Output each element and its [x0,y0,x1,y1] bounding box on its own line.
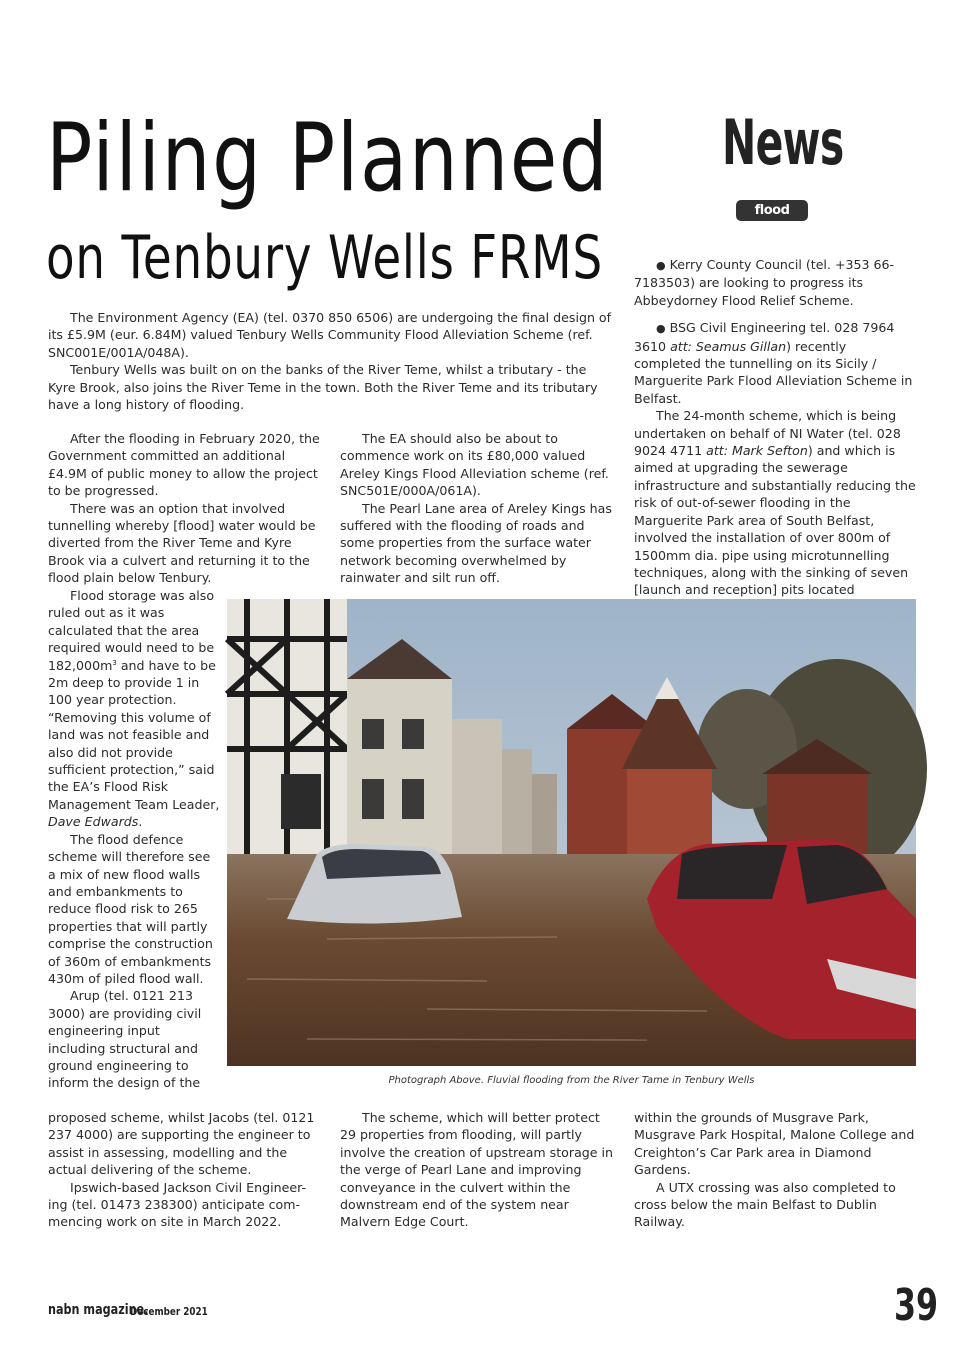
intro-paragraph: Tenbury Wells was built on on the banks of the River Teme, whilst a tributary - the Kyre Brook, also joins the River Teme in the town. Both the River Teme and its tributary have a long history of flooding. [48,362,598,413]
body-paragraph: The EA should also be about to commence work on its £80,000 valued Areley Kings Flood Alleviation scheme (ref. SNC501E/000A/061A). [340,431,609,499]
body-paragraph: Flood storage was also ruled out as it was calculated that the area required would need to be $182,000m^3$ and have to be 2m deep to provide 1 in 100 year protection. “Removing this volume of land was not feasible and also did not provide sufficient protection,” said the EA’s Flood Risk Management Team Leader, Dave Edwards. [48,588,220,830]
bottom-column-1-text [48,1109,320,1231]
section-name: News [722,106,844,179]
flood-photo [227,599,916,1066]
page-number: 39 [894,1280,939,1331]
narrow-column-text [48,587,220,1092]
bullet-dot-icon: ● [656,259,666,272]
intro-text [48,309,614,413]
body-paragraph: After the flooding in February 2020, the Government committed an additional £4.9M of public money to allow the project to be progressed. [48,431,320,499]
body-paragraph: Ipswich-based Jackson Civil Engineer-ing (tel. 01473 238300) anticipate com-mencing work on site in March 2022. [48,1179,307,1230]
body-paragraph: The scheme, which will better protect 29 properties from flooding, will partly involve the creation of upstream storage in the verge of Pearl Lane and improving conveyance in the culvert within the downstream end of the system near Malvern Edge Court. [340,1110,614,1230]
column-3-text [634,256,916,598]
bullet-paragraph: ● BSG Civil Engineering tel. 028 7964 3610 att: Seamus Gillan) recently completed the tunnelling on its Sicily / Marguerite Park Flood Alleviation Scheme in Belfast. [634,320,913,406]
footer-issue-date: December 2021 [130,1305,208,1318]
column-1-text [48,430,320,587]
body-paragraph: Arup (tel. 0121 213 3000) are providing civil engineering input including structural and ground engineering to inform the design of the [48,988,202,1091]
body-paragraph: A UTX crossing was also completed to cross below the main Belfast to Dublin Railway. [634,1179,896,1230]
bottom-column-3-text [634,1109,916,1231]
body-paragraph: There was an option that involved tunnelling whereby [flood] water would be diverted from the River Teme and Kyre Brook via a culvert and returning it to the flood plain below Tenbury. [48,500,316,586]
bullet-paragraph: ● Kerry County Council (tel. +353 66-7183503) are looking to progress its Abbeydorney Flood Relief Scheme. [634,257,895,308]
intro-paragraph: The Environment Agency (EA) (tel. 0370 850 6506) are undergoing the final design of its £5.9M (eur. 6.84M) valued Tenbury Wells Community Flood Alleviation Scheme (ref. SNC001E/001A/048A). [48,310,612,360]
column-2-text [340,430,616,587]
body-paragraph: proposed scheme, whilst Jacobs (tel. 0121 237 4000) are supporting the engineer to assist in assessing, modelling and the actual delivering of the scheme. [48,1110,315,1178]
headline-title: Piling Planned [46,104,610,213]
section-tag-badge: flood [736,200,808,221]
flood-street-image [227,599,916,1066]
body-paragraph: The flood defence scheme will therefore see a mix of new flood walls and embankments to reduce flood risk to 265 properties that will partly comprise the construction of 360m of embankments 430m of piled flood wall. [48,831,213,986]
footer-magazine-name: nabn magazine. [48,1302,149,1318]
body-paragraph: The Pearl Lane area of Areley Kings has suffered with the flooding of roads and some properties from the surface water network becoming overwhelmed by rainwater and silt run off. [340,500,612,586]
headline-subtitle: on Tenbury Wells FRMS [46,223,603,293]
photo-caption: Photograph Above. Fluvial flooding from the River Tame in Tenbury Wells [388,1075,755,1086]
bullet-dot-icon: ● [656,322,666,336]
bottom-column-2-text [340,1109,616,1231]
body-paragraph: within the grounds of Musgrave Park, Musgrave Park Hospital, Malone College and Creighton’s Car Park area in Diamond Gardens. [634,1110,915,1178]
body-paragraph: The 24-month scheme, which is being undertaken on behalf of NI Water (tel. 028 9024 4711 att: Mark Sefton) and which is aimed at upgrading the sewerage infrastructure and substantially reducing the risk of out-of-sewer flooding in the Marguerite Park area of South Belfast, involved the installation of over 800m of 1500mm dia. pipe using microtunnelling techniques, along with the sinking of seven [launch and reception] pits located [634,408,916,598]
